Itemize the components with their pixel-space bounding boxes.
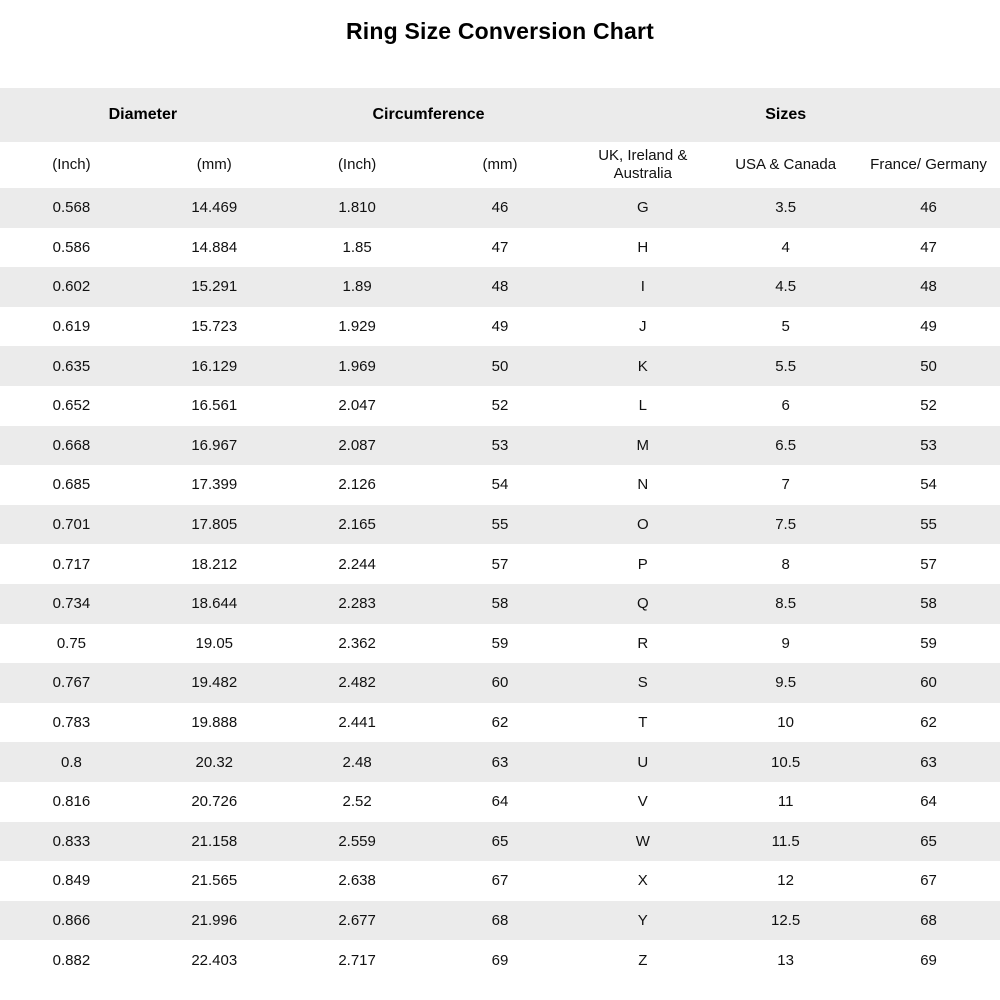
table-cell: 15.723 [143, 307, 286, 347]
table-row [0, 505, 1000, 545]
table-row [0, 307, 1000, 347]
table-cell: 47 [857, 228, 1000, 268]
table-cell: 11 [714, 782, 857, 822]
table-cell: 60 [857, 663, 1000, 703]
table-cell: 55 [429, 505, 572, 545]
table-cell: 47 [429, 228, 572, 268]
table-cell: 0.619 [0, 307, 143, 347]
table-row [0, 267, 1000, 307]
column-header-circumference-mm: (mm) [429, 142, 572, 188]
table-cell: 63 [429, 742, 572, 782]
table-cell: 2.638 [286, 861, 429, 901]
table-row [0, 624, 1000, 664]
table-cell: W [571, 822, 714, 862]
table-cell: 2.677 [286, 901, 429, 941]
group-header-sizes: Sizes [571, 88, 1000, 142]
table-row [0, 426, 1000, 466]
table-cell: 8 [714, 544, 857, 584]
table-cell: 0.767 [0, 663, 143, 703]
table-cell: 14.469 [143, 188, 286, 228]
table-cell: 14.884 [143, 228, 286, 268]
table-cell: 20.726 [143, 782, 286, 822]
column-header-row [0, 142, 1000, 188]
table-cell: 0.849 [0, 861, 143, 901]
table-cell: 2.441 [286, 703, 429, 743]
table-cell: 68 [857, 901, 1000, 941]
table-cell: 4 [714, 228, 857, 268]
table-cell: 19.482 [143, 663, 286, 703]
table-cell: 0.8 [0, 742, 143, 782]
table-cell: 2.165 [286, 505, 429, 545]
table-cell: 4.5 [714, 267, 857, 307]
table-cell: 0.816 [0, 782, 143, 822]
table-cell: 59 [857, 624, 1000, 664]
table-cell: 0.866 [0, 901, 143, 941]
table-cell: 0.668 [0, 426, 143, 466]
table-cell: 0.568 [0, 188, 143, 228]
table-cell: 53 [429, 426, 572, 466]
table-cell: 62 [429, 703, 572, 743]
table-cell: 1.89 [286, 267, 429, 307]
table-cell: 69 [857, 940, 1000, 980]
table-cell: 21.565 [143, 861, 286, 901]
group-header-diameter: Diameter [0, 88, 286, 142]
table-cell: P [571, 544, 714, 584]
table-cell: 2.244 [286, 544, 429, 584]
table-cell: 68 [429, 901, 572, 941]
table-cell: R [571, 624, 714, 664]
table-cell: 64 [857, 782, 1000, 822]
table-header [0, 88, 1000, 188]
table-cell: S [571, 663, 714, 703]
ring-size-conversion-table [0, 88, 1000, 980]
table-cell: 59 [429, 624, 572, 664]
table-cell: 16.561 [143, 386, 286, 426]
table-cell: 2.559 [286, 822, 429, 862]
table-row [0, 782, 1000, 822]
table-cell: 0.685 [0, 465, 143, 505]
table-row [0, 386, 1000, 426]
table-cell: 46 [857, 188, 1000, 228]
table-cell: 9.5 [714, 663, 857, 703]
table-row [0, 940, 1000, 980]
table-cell: 21.996 [143, 901, 286, 941]
table-cell: 0.783 [0, 703, 143, 743]
column-header-diameter-mm: (mm) [143, 142, 286, 188]
table-cell: 1.85 [286, 228, 429, 268]
table-cell: 0.75 [0, 624, 143, 664]
group-header-circumference: Circumference [286, 88, 572, 142]
table-cell: 52 [857, 386, 1000, 426]
table-cell: 13 [714, 940, 857, 980]
table-cell: 1.810 [286, 188, 429, 228]
table-row [0, 663, 1000, 703]
table-cell: 2.717 [286, 940, 429, 980]
table-cell: 65 [857, 822, 1000, 862]
table-cell: 0.602 [0, 267, 143, 307]
table-cell: 16.967 [143, 426, 286, 466]
column-header-france-germany: France/ Germany [857, 142, 1000, 188]
table-cell: Z [571, 940, 714, 980]
table-cell: J [571, 307, 714, 347]
table-cell: 6.5 [714, 426, 857, 466]
table-cell: 17.399 [143, 465, 286, 505]
table-cell: 46 [429, 188, 572, 228]
table-cell: U [571, 742, 714, 782]
table-row [0, 346, 1000, 386]
table-cell: 69 [429, 940, 572, 980]
column-group-row [0, 88, 1000, 142]
table-cell: O [571, 505, 714, 545]
table-row [0, 228, 1000, 268]
table-cell: 11.5 [714, 822, 857, 862]
table-row [0, 822, 1000, 862]
table-cell: 1.929 [286, 307, 429, 347]
table-cell: H [571, 228, 714, 268]
table-cell: 54 [857, 465, 1000, 505]
table-cell: 57 [429, 544, 572, 584]
table-cell: 50 [857, 346, 1000, 386]
table-cell: 0.717 [0, 544, 143, 584]
table-cell: 48 [429, 267, 572, 307]
table-cell: 9 [714, 624, 857, 664]
table-cell: 20.32 [143, 742, 286, 782]
table-row [0, 584, 1000, 624]
table-cell: 57 [857, 544, 1000, 584]
table-cell: 67 [429, 861, 572, 901]
table-cell: 15.291 [143, 267, 286, 307]
table-cell: X [571, 861, 714, 901]
table-cell: L [571, 386, 714, 426]
table-cell: 3.5 [714, 188, 857, 228]
table-cell: T [571, 703, 714, 743]
table-cell: 5.5 [714, 346, 857, 386]
column-header-usa-canada: USA & Canada [714, 142, 857, 188]
table-cell: 0.701 [0, 505, 143, 545]
table-cell: 67 [857, 861, 1000, 901]
table-cell: 6 [714, 386, 857, 426]
table-cell: 64 [429, 782, 572, 822]
table-cell: 0.833 [0, 822, 143, 862]
column-header-circumference-inch: (Inch) [286, 142, 429, 188]
column-header-uk-ireland-australia: UK, Ireland & Australia [571, 142, 714, 188]
table-row [0, 188, 1000, 228]
table-cell: G [571, 188, 714, 228]
table-cell: 0.652 [0, 386, 143, 426]
table-cell: 21.158 [143, 822, 286, 862]
page-title: Ring Size Conversion Chart [345, 18, 655, 44]
table-cell: M [571, 426, 714, 466]
table-cell: 7 [714, 465, 857, 505]
table-cell: 54 [429, 465, 572, 505]
table-cell: 2.283 [286, 584, 429, 624]
table-row [0, 901, 1000, 941]
table-cell: 12 [714, 861, 857, 901]
table-cell: 2.52 [286, 782, 429, 822]
table-cell: 2.482 [286, 663, 429, 703]
table-cell: 19.888 [143, 703, 286, 743]
table-cell: 7.5 [714, 505, 857, 545]
table-cell: 10.5 [714, 742, 857, 782]
table-cell: 17.805 [143, 505, 286, 545]
table-cell: I [571, 267, 714, 307]
column-header-diameter-inch: (Inch) [0, 142, 143, 188]
table-body [0, 188, 1000, 980]
table-cell: 63 [857, 742, 1000, 782]
table-row [0, 544, 1000, 584]
table-row [0, 861, 1000, 901]
table-cell: 49 [429, 307, 572, 347]
table-cell: 2.087 [286, 426, 429, 466]
table-cell: Q [571, 584, 714, 624]
table-row [0, 465, 1000, 505]
table-cell: 19.05 [143, 624, 286, 664]
table-cell: 18.644 [143, 584, 286, 624]
table-cell: 52 [429, 386, 572, 426]
table-cell: 0.882 [0, 940, 143, 980]
table-cell: 5 [714, 307, 857, 347]
table-cell: V [571, 782, 714, 822]
table-row [0, 703, 1000, 743]
table-cell: 50 [429, 346, 572, 386]
table-cell: 53 [857, 426, 1000, 466]
table-cell: 2.047 [286, 386, 429, 426]
table-cell: 10 [714, 703, 857, 743]
table-cell: 2.126 [286, 465, 429, 505]
table-cell: 18.212 [143, 544, 286, 584]
table-cell: N [571, 465, 714, 505]
table-cell: 2.362 [286, 624, 429, 664]
table-cell: 49 [857, 307, 1000, 347]
table-cell: 65 [429, 822, 572, 862]
table-cell: 12.5 [714, 901, 857, 941]
table-cell: 0.586 [0, 228, 143, 268]
page [0, 18, 1000, 1000]
table-cell: 48 [857, 267, 1000, 307]
table-cell: 2.48 [286, 742, 429, 782]
table-cell: 60 [429, 663, 572, 703]
table-cell: 58 [429, 584, 572, 624]
table-cell: 0.635 [0, 346, 143, 386]
table-cell: 1.969 [286, 346, 429, 386]
table-cell: 58 [857, 584, 1000, 624]
table-cell: 8.5 [714, 584, 857, 624]
table-cell: 22.403 [143, 940, 286, 980]
table-cell: 62 [857, 703, 1000, 743]
table-cell: 55 [857, 505, 1000, 545]
table-cell: 0.734 [0, 584, 143, 624]
table-cell: 16.129 [143, 346, 286, 386]
table-row [0, 742, 1000, 782]
table-cell: K [571, 346, 714, 386]
table-cell: Y [571, 901, 714, 941]
